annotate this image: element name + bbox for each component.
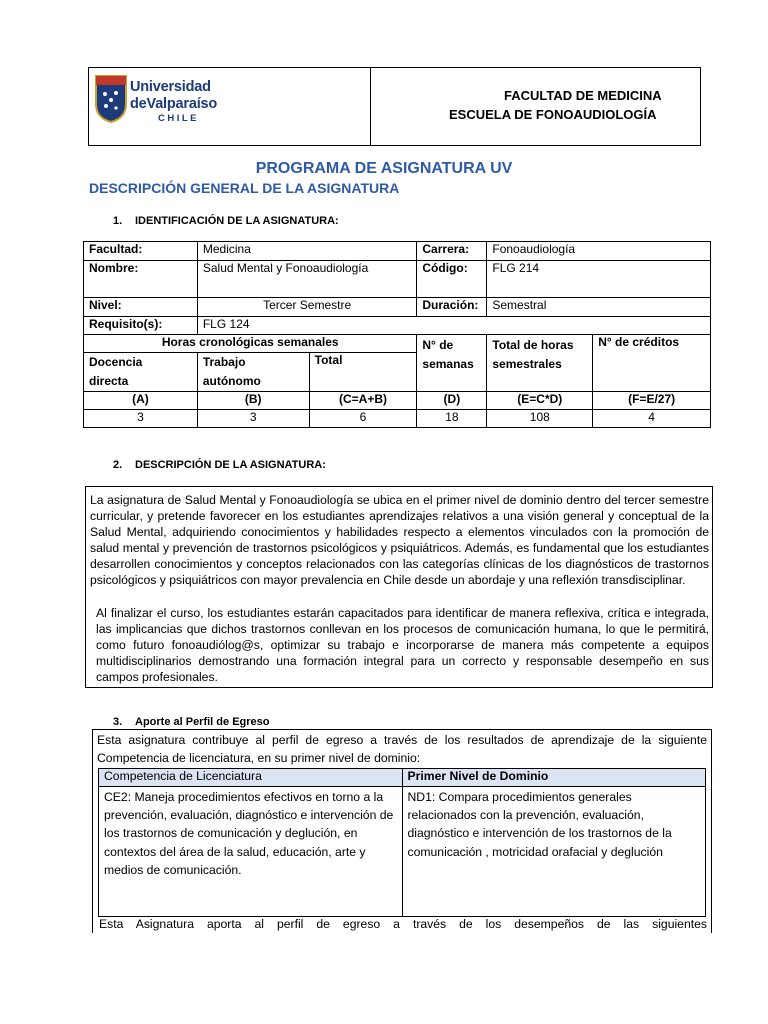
formula-f: (F=E/27) — [593, 392, 711, 410]
perfil-intro: Esta asignatura contribuye al perfil de egreso a través de los resultados de aprendizaje de la siguiente Competencia de licenciatura, en su primer nivel de dominio: — [97, 733, 707, 765]
trabajo-line1: Trabajo — [202, 355, 246, 369]
semanas-label-line1: N° de — [422, 338, 454, 352]
facultad-label: Facultad: — [84, 242, 198, 261]
value-d: 18 — [417, 410, 487, 428]
codigo-value: FLG 214 — [487, 261, 711, 298]
perfil-outro: Esta Asignatura aporta al perfil de egreso a través de los desempeños de las siguientes — [99, 917, 707, 931]
section-3-number: 3. — [113, 716, 123, 728]
faculty-name: FACULTAD DE MEDICINA — [504, 88, 662, 103]
semanas-label-line2: semanas — [422, 357, 474, 371]
value-c: 6 — [309, 410, 417, 428]
nivel-value: Tercer Semestre — [197, 298, 417, 317]
creditos-label: N° de créditos — [593, 335, 711, 392]
nombre-value: Salud Mental y Fonoaudiología — [197, 261, 417, 298]
description-box — [85, 486, 713, 688]
logo-text-valparaiso: deValparaíso — [130, 96, 218, 112]
formula-e: (E=C*D) — [487, 392, 593, 410]
identification-table — [83, 241, 711, 428]
docencia-line1: Docencia — [89, 355, 143, 369]
formula-d: (D) — [417, 392, 487, 410]
competencia-header: Competencia de Licenciatura — [99, 769, 403, 787]
section-3-heading — [113, 716, 269, 728]
page-subtitle: DESCRIPCIÓN GENERAL DE LA ASIGNATURA — [89, 180, 400, 196]
section-2-heading — [113, 459, 326, 471]
section-2-label: DESCRIPCIÓN DE LA ASIGNATURA: — [135, 459, 326, 471]
competency-table — [98, 768, 706, 917]
codigo-label: Código: — [417, 261, 487, 298]
section-2-number: 2. — [113, 459, 123, 471]
formula-b: (B) — [197, 392, 309, 410]
facultad-value: Medicina — [197, 242, 417, 261]
nombre-label: Nombre: — [84, 261, 198, 298]
competencia-text: CE2: Maneja procedimientos efectivos en torno a la prevención, evaluación, diagnóstico e intervención de los trastornos de comunicación y deglución, en contextos del área de la salud, educación, arte y medios de comunicación. — [99, 787, 403, 917]
page-title: PROGRAMA DE ASIGNATURA UV — [255, 160, 513, 177]
section-1-number: 1. — [113, 215, 123, 227]
nivel-dominio-text: ND1: Compara procedimientos generales relacionados con la prevención, evaluación, diagnóstico e intervención de los trastornos de la comunicación , motricidad orafacial y deglución — [402, 787, 706, 917]
school-name: ESCUELA DE FONOAUDIOLOGÍA — [449, 107, 657, 122]
docencia-label — [84, 353, 198, 392]
description-paragraph-2: Al finalizar el curso, los estudiantes estarán capacitados para identificar de manera reflexiva, crítica e integrada, las implicancias que dichos trastornos conllevan en los procesos de comunicación humana, lo que le permitirá, como futuro fonoaudiólog@s, optimizar su trabajo e incorporarse de manera más competente a equipos multidisciplinarios demostrando una formación integral para un correcto y responsable desempeño en sus campos profesionales. — [96, 606, 709, 685]
value-e: 108 — [487, 410, 593, 428]
value-b: 3 — [197, 410, 309, 428]
requisito-value: FLG 124 — [197, 317, 710, 335]
logo-text-universidad: Universidad — [130, 79, 211, 95]
value-f: 4 — [593, 410, 711, 428]
logo-text-chile: CHILE — [158, 113, 199, 124]
value-a: 3 — [84, 410, 198, 428]
section-1-label: IDENTIFICACIÓN DE LA ASIGNATURA: — [135, 215, 339, 227]
total-horas-line2: semestrales — [492, 357, 562, 371]
trabajo-label — [197, 353, 309, 392]
docencia-line2: directa — [89, 374, 129, 388]
formula-c: (C=A+B) — [309, 392, 417, 410]
horas-semanales-label: Horas cronológicas semanales — [84, 335, 417, 353]
carrera-label: Carrera: — [417, 242, 487, 261]
carrera-value: Fonoaudiología — [487, 242, 711, 261]
total-horas-line1: Total de horas — [492, 338, 574, 352]
nivel-dominio-header: Primer Nivel de Dominio — [402, 769, 706, 787]
header-divider — [370, 67, 371, 146]
requisito-label: Requisito(s): — [84, 317, 198, 335]
duracion-label: Duración: — [417, 298, 487, 317]
section-1-heading — [113, 215, 339, 227]
nivel-label: Nivel: — [84, 298, 198, 317]
total-label: Total — [309, 353, 417, 392]
section-3-label: Aporte al Perfil de Egreso — [135, 716, 270, 728]
total-horas-label — [487, 335, 593, 392]
university-shield-logo — [94, 74, 128, 124]
semanas-label — [417, 335, 487, 392]
description-paragraph-1: La asignatura de Salud Mental y Fonoaudiología se ubica en el primer nivel de dominio dentro del tercer semestre curricular, y pretende favorecer en los estudiantes aprendizajes relativos a una visión general y conceptual de la Salud Mental, adquiriendo conocimientos y habilidades respecto a elementos vinculados con la promoción de salud mental y prevención de trastornos psicológicos y psiquiátricos. Además, es fundamental que los estudiantes desarrollen conocimientos y conceptos relacionados con las categorías clínicas de los diagnósticos de trastornos psicológicos y psiquiátricos con mayor prevalencia en Chile desde un abordaje y una reflexión transdisciplinar. — [90, 493, 709, 588]
trabajo-line2: autónomo — [202, 374, 261, 388]
duracion-value: Semestral — [487, 298, 711, 317]
formula-a: (A) — [84, 392, 198, 410]
